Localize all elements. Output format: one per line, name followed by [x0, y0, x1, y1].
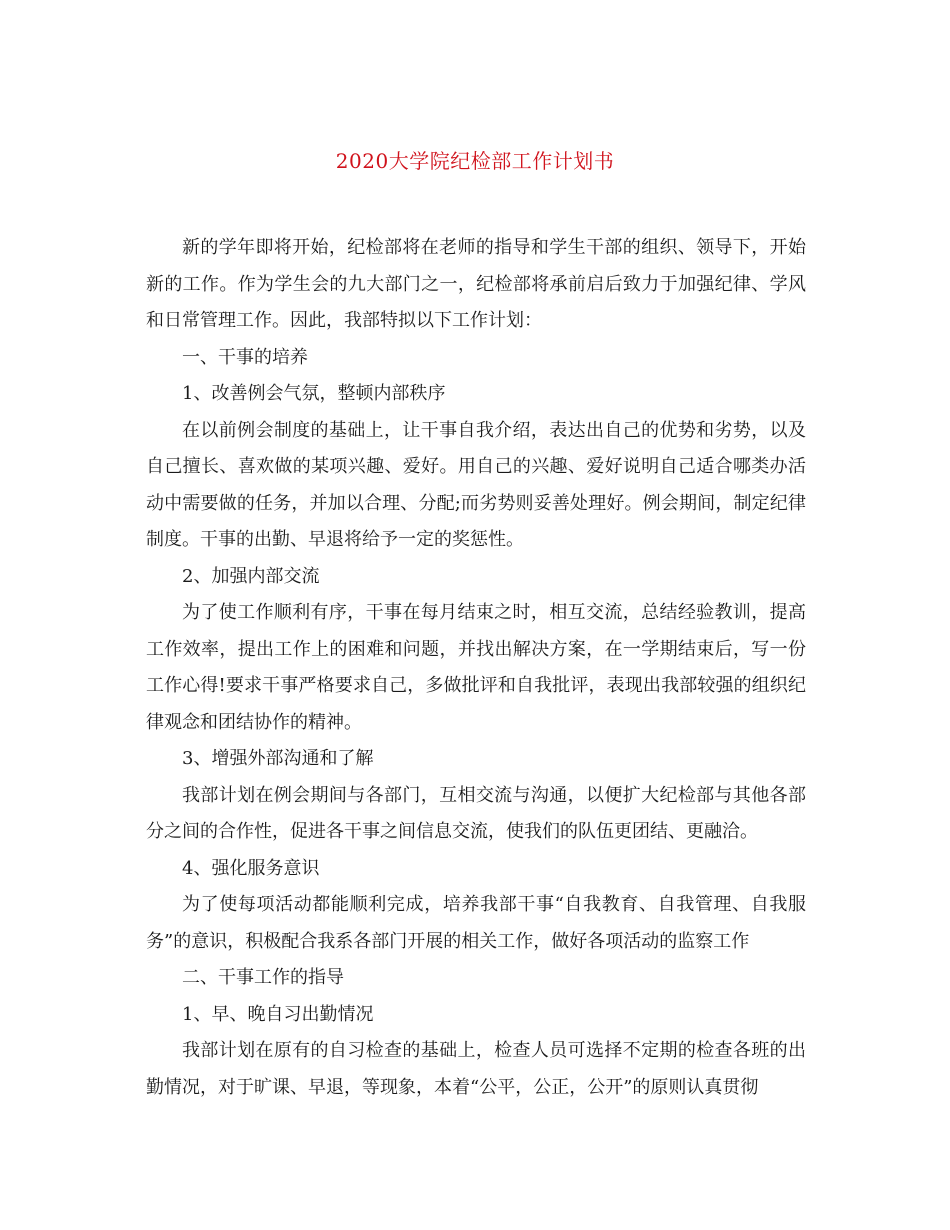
paragraph-2-1: 我部计划在原有的自习检查的基础上，检查人员可选择不定期的检查各班的出勤情况，对于旷课、早退，等现象，本着“公平，公正，公开”的原则认真贯彻 [146, 1040, 806, 1098]
subheading-1-4: 4、强化服务意识 [182, 857, 320, 879]
document-body [146, 230, 806, 1106]
subheading-1-3: 3、增强外部沟通和了解 [182, 748, 374, 769]
section-heading-1: 一、干事的培养 [182, 346, 308, 368]
subheading-1-2: 2、加强内部交流 [182, 565, 320, 587]
document-title: 2020大学院纪检部工作计划书 [335, 149, 615, 173]
paragraph-1-4: 为了使每项活动都能顺利完成，培养我部干事“自我教育、自我管理、自我服务”的意识，积极配合我系各部门开展的相关工作，做好各项活动的监察工作 [146, 894, 806, 952]
paragraph-1-3: 我部计划在例会期间与各部门，互相交流与沟通，以便扩大纪检部与其他各部分之间的合作性，促进各干事之间信息交流，使我们的队伍更团结、更融洽。 [146, 784, 806, 842]
paragraph-1-1: 在以前例会制度的基础上，让干事自我介绍，表达出自己的优势和劣势，以及自己擅长、喜欢做的某项兴趣、爱好。用自己的兴趣、爱好说明自己适合哪类办活动中需要做的任务，并加以合理、分配;而劣势则妥善处理好。例会期间，制定纪律制度。干事的出勤、早退将给予一定的奖惩性。 [146, 419, 806, 550]
intro-paragraph: 新的学年即将开始，纪检部将在老师的指导和学生干部的组织、领导下，开始新的工作。作为学生会的九大部门之一，纪检部将承前启后致力于加强纪律、学风和日常管理工作。因此，我部特拟以下工作计划： [146, 237, 806, 331]
section-heading-2: 二、干事工作的指导 [182, 967, 344, 988]
subheading-1-1: 1、改善例会气氛，整顿内部秩序 [182, 383, 446, 404]
subheading-2-1: 1、早、晚自习出勤情况 [182, 1003, 374, 1025]
paragraph-1-2: 为了使工作顺利有序，干事在每月结束之时，相互交流，总结经验教训，提高工作效率，提出工作上的困难和问题，并找出解决方案，在一学期结束后，写一份工作心得!要求干事严格要求自己，多做批评和自我批评，表现出我部较强的组织纪律观念和团结协作的精神。 [146, 602, 806, 733]
